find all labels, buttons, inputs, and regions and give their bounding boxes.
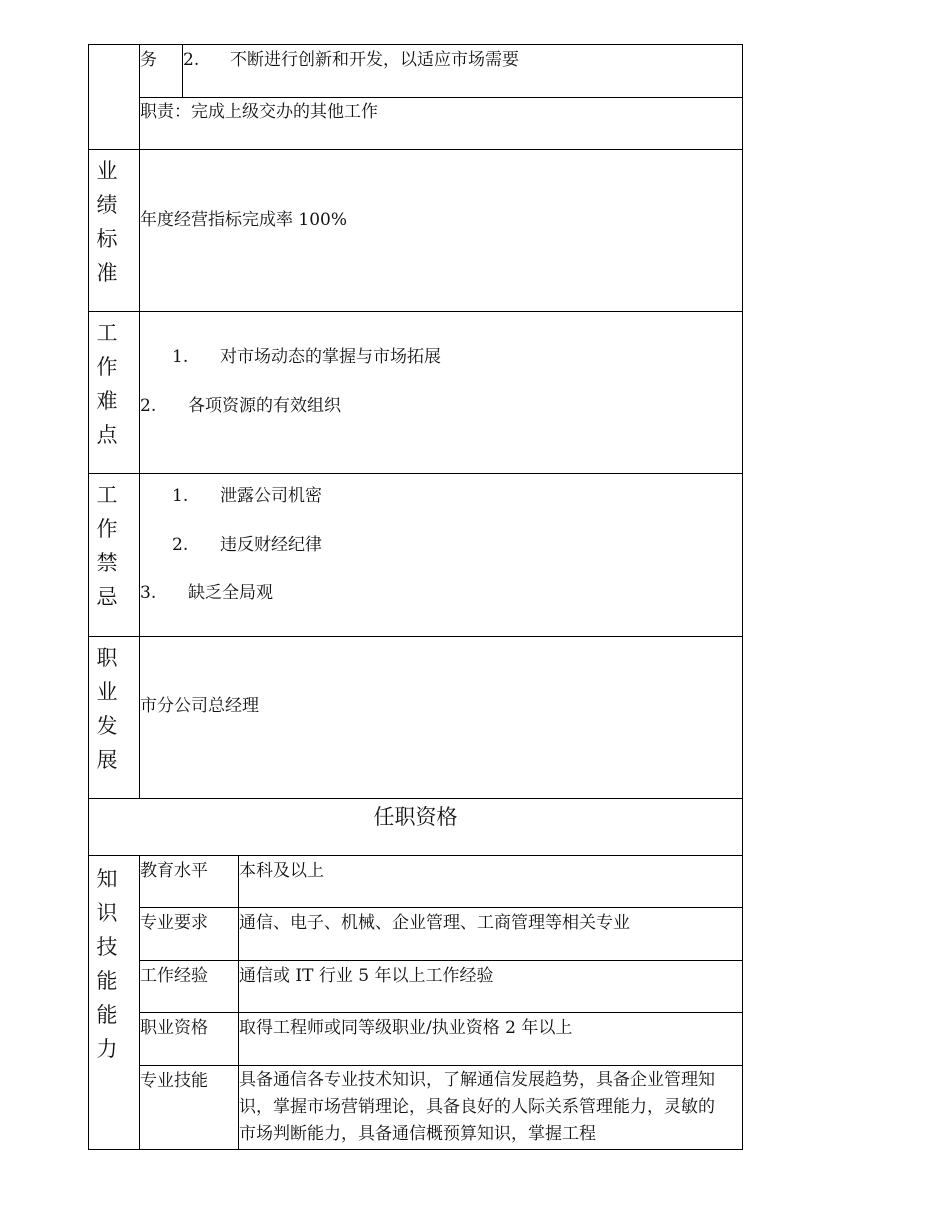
- label-char: 绩: [96, 193, 118, 217]
- qual-key: 职业资格: [140, 1018, 208, 1038]
- list-item-number: 3.: [140, 583, 157, 603]
- qual-row-divider: [139, 960, 743, 961]
- list-item: [172, 484, 322, 508]
- label-char: 标: [96, 227, 118, 251]
- list-item: [140, 394, 341, 418]
- label-char: 点: [96, 423, 118, 447]
- label-char: 展: [96, 748, 118, 772]
- taboos-label: [89, 478, 125, 614]
- label-char: 能: [96, 1003, 118, 1027]
- list-item-number: 2.: [172, 535, 189, 555]
- label-char: 业: [96, 159, 118, 183]
- qual-row-divider: [139, 1012, 743, 1013]
- qual-value: 取得工程师或同等级职业/执业资格 2 年以上: [239, 1018, 573, 1038]
- list-item-text: 对市场动态的掌握与市场拓展: [220, 347, 441, 367]
- list-item: [172, 533, 322, 557]
- label-char: 工: [96, 483, 118, 507]
- list-item-text: 缺乏全局观: [188, 583, 273, 603]
- duty-other: 职责：完成上级交办的其他工作: [140, 102, 378, 122]
- label-char: 禁: [96, 551, 118, 575]
- qual-value: 通信、电子、机械、企业管理、工商管理等相关专业: [239, 913, 630, 933]
- performance-label: [89, 154, 125, 290]
- list-item-number: 2.: [140, 396, 157, 416]
- list-item-text: 违反财经纪律: [220, 535, 322, 555]
- duty-item-text: 不断进行创新和开发，以适应市场需要: [230, 50, 519, 70]
- label-char: 准: [96, 261, 118, 285]
- duties-label-fragment: 务: [140, 50, 157, 70]
- table-border-top: [88, 44, 743, 45]
- career-text: 市分公司总经理: [140, 696, 259, 716]
- label-char: 力: [96, 1037, 118, 1061]
- table-border-right: [742, 44, 743, 1150]
- qual-value: 通信或 IT 行业 5 年以上工作经验: [239, 966, 494, 986]
- label-char: 业: [96, 680, 118, 704]
- list-item-text: 泄露公司机密: [220, 486, 322, 506]
- label-column-divider: [139, 44, 140, 799]
- label-char: 技: [96, 935, 118, 959]
- row-divider: [88, 311, 743, 312]
- qual-label-divider: [139, 856, 140, 1150]
- label-char: 作: [96, 517, 118, 541]
- row-divider: [88, 149, 743, 150]
- qualifications-title: 任职资格: [373, 805, 458, 829]
- qual-row-divider: [139, 1065, 743, 1066]
- row-divider: [139, 97, 743, 98]
- label-char: 难: [96, 389, 118, 413]
- label-char: 职: [96, 646, 118, 670]
- row-divider: [88, 473, 743, 474]
- qual-row-divider: [139, 907, 743, 908]
- table-border-bottom: [88, 1149, 743, 1150]
- qual-key: 专业技能: [140, 1071, 208, 1091]
- row-divider: [88, 636, 743, 637]
- row-divider: [88, 798, 743, 799]
- label-char: 知: [96, 867, 118, 891]
- label-char: 作: [96, 355, 118, 379]
- list-item: [172, 345, 441, 369]
- difficulties-label: [89, 316, 125, 452]
- duty-item-number: 2.: [183, 50, 200, 70]
- list-item: [140, 581, 273, 605]
- row-divider: [88, 855, 743, 856]
- list-item-number: 1.: [172, 486, 189, 506]
- label-char: 能: [96, 969, 118, 993]
- performance-text: 年度经营指标完成率 100%: [140, 210, 348, 230]
- qual-value: 具备通信各专业技术知识，了解通信发展趋势，具备企业管理知识，掌握市场营销理论，具备良好的人际关系管理能力，灵敏的市场判断能力，具备通信概预算知识，掌握工程: [239, 1070, 715, 1144]
- list-item-text: 各项资源的有效组织: [188, 396, 341, 416]
- qual-key: 专业要求: [140, 913, 208, 933]
- qual-value: 本科及以上: [239, 861, 324, 881]
- qual-key: 教育水平: [140, 861, 208, 881]
- label-char: 发: [96, 714, 118, 738]
- list-item-number: 1.: [172, 347, 189, 367]
- label-char: 工: [96, 321, 118, 345]
- career-label: [89, 641, 125, 777]
- qual-key: 工作经验: [140, 966, 208, 986]
- label-char: 识: [96, 901, 118, 925]
- qualifications-label: [89, 862, 125, 1066]
- label-char: 忌: [96, 585, 118, 609]
